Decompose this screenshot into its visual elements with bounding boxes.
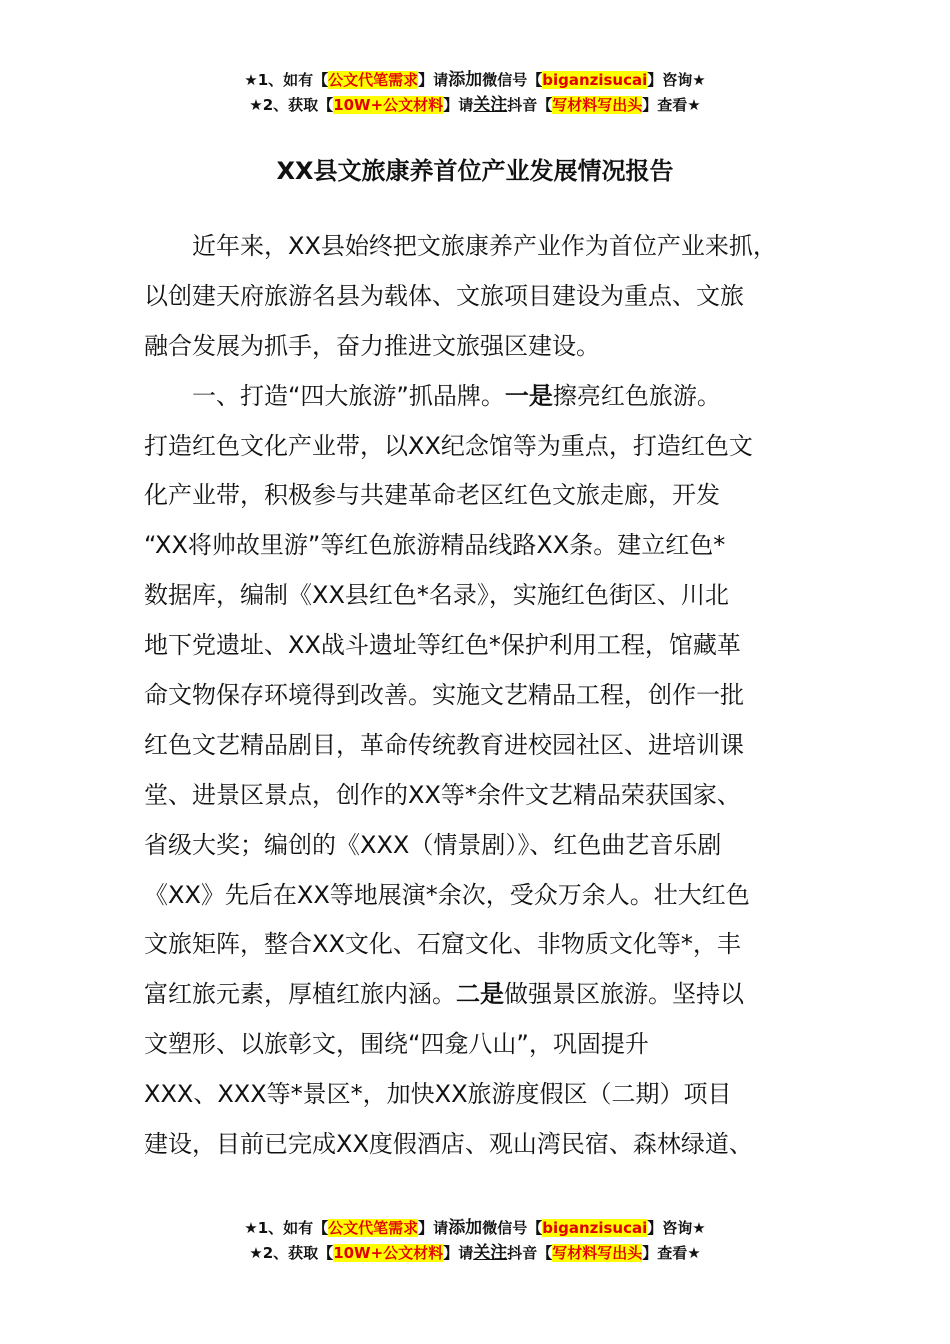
paragraph-line: 融合发展为抓手，奋力推进文旅强区建设。: [144, 331, 600, 360]
paragraph-line: 命文物保存环境得到改善。实施文艺精品工程，创作一批: [144, 681, 744, 710]
paragraph-line: 堂、进景区景点，创作的XX等*余件文艺精品荣获国家、: [144, 780, 741, 809]
promo-text: ★1、如有【: [244, 71, 329, 89]
paragraph-text: 富红旅元素，厚植红旅内涵。: [144, 980, 456, 1009]
paragraph-text: 做强景区旅游。坚持以: [504, 980, 744, 1009]
promo-text: ★2、获取【: [249, 96, 334, 114]
paragraph-line: 地下党遗址、XX战斗遗址等红色*保护利用工程，馆藏革: [144, 631, 741, 660]
promo-emphasis: 关注: [473, 95, 508, 115]
paragraph-line: 建设，目前已完成XX度假酒店、观山湾民宿、森林绿道、: [144, 1130, 753, 1159]
promo-wechat-id: biganzisucai: [542, 1219, 648, 1237]
promo-text: 】查看★: [642, 1244, 701, 1262]
promo-text: 】请: [418, 1219, 449, 1237]
footer-promo-banner: [0, 1216, 950, 1266]
paragraph-line: [144, 970, 834, 1020]
promo-text: 】请: [443, 1244, 474, 1262]
promo-text: 】请: [418, 71, 449, 89]
point-marker: 一是: [504, 381, 553, 410]
promo-emphasis: 添加: [448, 70, 483, 90]
paragraph-line: XXX、XXX等*景区*，加快XX旅游度假区（二期）项目: [144, 1080, 732, 1109]
paragraph-line: “XX将帅故里游”等红色旅游精品线路XX条。建立红色*: [144, 531, 726, 560]
paragraph-line: 近年来，XX县始终把文旅康养产业作为首位产业来抓，: [192, 232, 777, 260]
promo-emphasis: 添加: [448, 1218, 483, 1238]
paragraph-line: 《XX》先后在XX等地展演*余次，受众万余人。壮大红色: [144, 880, 750, 909]
promo-text: ★2、获取【: [249, 1244, 334, 1262]
promo-line-1: [0, 68, 950, 93]
promo-douyin-id: 写材料写出头: [552, 1244, 643, 1262]
promo-text: 】查看★: [642, 96, 701, 114]
paragraph-line: 数据库，编制《XX县红色*名录》，实施红色街区、川北: [144, 581, 729, 610]
promo-text: 】咨询★: [647, 1219, 706, 1237]
promo-text: 抖音【: [507, 96, 553, 114]
paragraph-line: 省级大奖；编创的《XXX（情景剧）》、红色曲艺音乐剧: [144, 830, 722, 859]
promo-line-2: [0, 1241, 950, 1266]
paragraph-line: 以创建天府旅游名县为载体、文旅项目建设为重点、文旅: [144, 281, 744, 310]
promo-highlight: 公文代笔需求: [328, 1219, 419, 1237]
paragraph-line: 红色文艺精品剧目，革命传统教育进校园社区、进培训课: [144, 730, 744, 759]
promo-text: 微信号【: [482, 1219, 543, 1237]
promo-line-2: [0, 93, 950, 118]
point-marker: 二是: [456, 980, 504, 1009]
promo-highlight: 10W+公文材料: [333, 1244, 444, 1262]
document-title: XX县文旅康养首位产业发展情况报告: [276, 157, 674, 185]
promo-text: ★1、如有【: [244, 1219, 329, 1237]
paragraph-line: 打造红色文化产业带，以XX纪念馆等为重点，打造红色文: [144, 431, 753, 460]
promo-emphasis: 关注: [473, 1243, 508, 1263]
promo-text: 微信号【: [482, 71, 543, 89]
section-heading-line: [144, 372, 834, 422]
paragraph-line: 文旅矩阵，整合XX文化、石窟文化、非物质文化等*，丰: [144, 930, 741, 959]
section-heading: 一、打造“四大旅游”抓品牌。: [192, 381, 505, 410]
promo-line-1: [0, 1216, 950, 1241]
promo-text: 】咨询★: [647, 71, 706, 89]
promo-highlight: 10W+公文材料: [333, 96, 444, 114]
paragraph-text: 擦亮红色旅游。: [552, 381, 721, 410]
document-body: [144, 222, 834, 1170]
promo-highlight: 公文代笔需求: [328, 71, 419, 89]
header-promo-banner: [0, 68, 950, 118]
paragraph-line: 化产业带，积极参与共建革命老区红色文旅走廊，开发: [144, 481, 720, 510]
promo-douyin-id: 写材料写出头: [552, 96, 643, 114]
paragraph-line: 文塑形、以旅彰文，围绕“四龛八山”，巩固提升: [144, 1030, 649, 1059]
promo-text: 抖音【: [507, 1244, 553, 1262]
promo-wechat-id: biganzisucai: [542, 71, 648, 89]
promo-text: 】请: [443, 96, 474, 114]
